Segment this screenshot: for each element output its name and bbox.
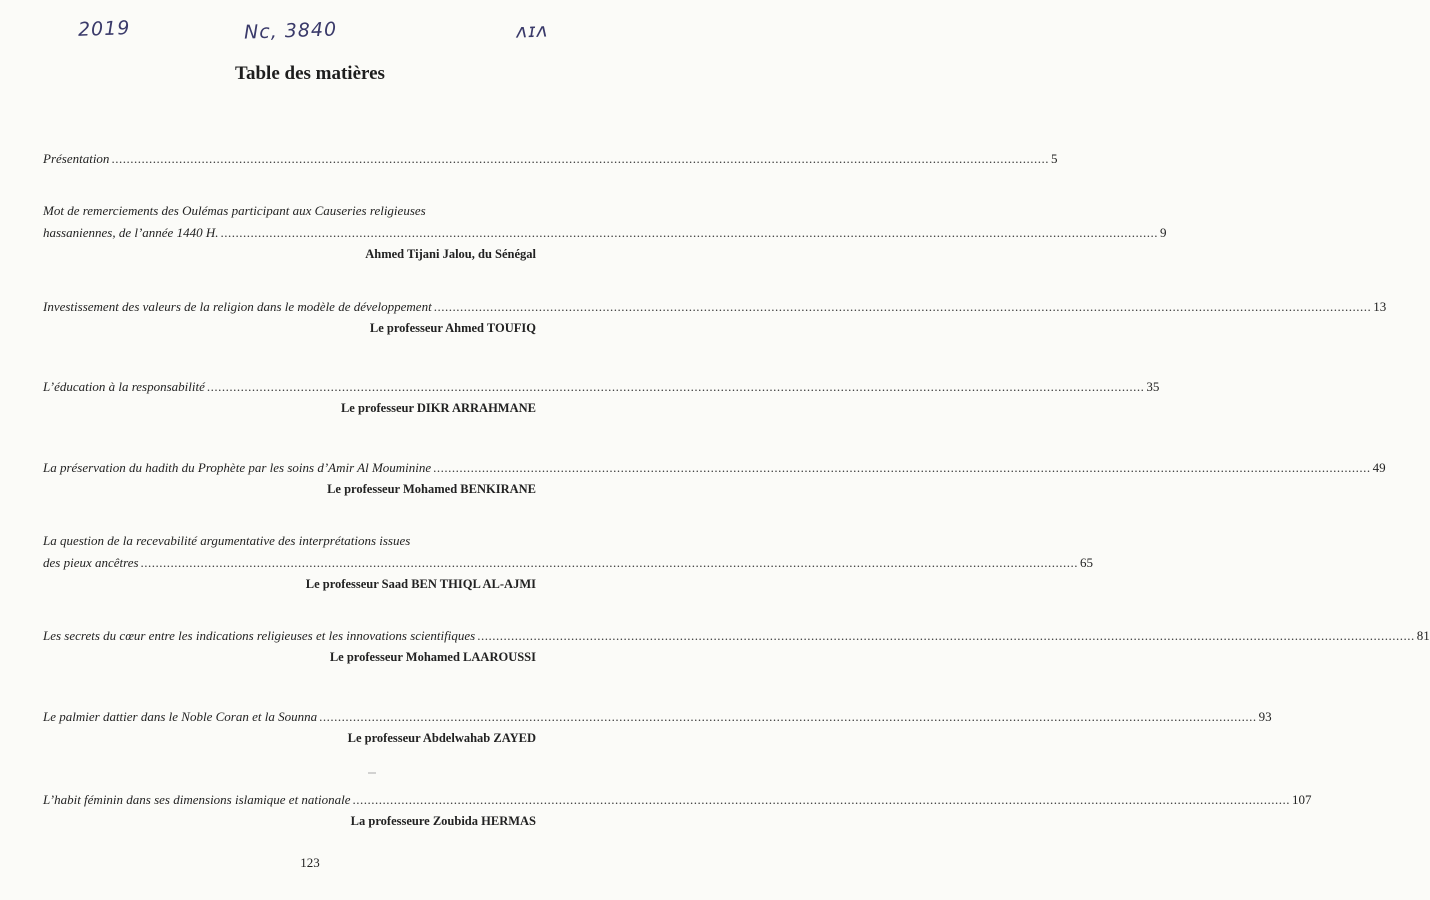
entry-author: Ahmed Tijani Jalou, du Sénégal — [365, 247, 536, 261]
entry-page: 93 — [1258, 709, 1272, 724]
entry-author: Le professeur Mohamed BENKIRANE — [327, 482, 536, 496]
entry-author: La professeure Zoubida HERMAS — [350, 814, 536, 828]
toc-entry — [43, 148, 1058, 170]
toc-line — [43, 376, 1160, 398]
toc-entry — [43, 200, 1167, 264]
entry-title: La question de la recevabilité argumentative des interprétations issues — [43, 533, 411, 548]
entry-title: L’habit féminin dans ses dimensions islamique et nationale — [43, 792, 351, 807]
toc-entry — [43, 625, 1430, 667]
dot-leader: .......................................................................................................................................................................................................................................................... — [220, 225, 1158, 240]
page-title: Table des matières — [235, 63, 385, 84]
entry-title: Présentation — [43, 151, 110, 166]
entry-page: 35 — [1146, 379, 1160, 394]
handwritten-year: 2019 — [77, 17, 131, 41]
toc-entry — [43, 706, 1272, 748]
handwritten-mark: ʌɪʌ — [515, 19, 549, 43]
dot-leader: .......................................................................................................................................................................................................................................................... — [433, 299, 1372, 314]
entry-author: Le professeur DIKR ARRAHMANE — [340, 401, 536, 415]
entry-title: Mot de remerciements des Oulémas participant aux Causeries religieuses — [43, 203, 426, 218]
dot-leader: .......................................................................................................................................................................................................................................................... — [433, 460, 1371, 475]
toc-line — [43, 625, 1430, 647]
entry-page: 13 — [1373, 299, 1387, 314]
toc-line — [43, 552, 1094, 574]
dot-leader: .......................................................................................................................................................................................................................................................... — [352, 792, 1291, 807]
toc-entry — [43, 296, 1387, 338]
toc-line — [43, 789, 1312, 811]
toc-line — [43, 296, 1387, 318]
dot-leader: .......................................................................................................................................................................................................................................................... — [111, 151, 1049, 166]
entry-title: L’éducation à la responsabilité — [43, 379, 205, 394]
dot-leader: .......................................................................................................................................................................................................................................................... — [319, 709, 1257, 724]
toc-line — [43, 457, 1386, 479]
entry-title: Les secrets du cœur entre les indications religieuses et les innovations scientifiques — [43, 628, 476, 643]
entry-page: 65 — [1080, 555, 1094, 570]
entry-author: Le professeur Saad BEN THIQL AL-AJMI — [305, 577, 536, 591]
page-number: 123 — [300, 855, 320, 870]
entry-title: Le palmier dattier dans le Noble Coran et la Sounna — [43, 709, 318, 724]
scan-smudge — [368, 772, 376, 774]
dot-leader: .......................................................................................................................................................................................................................................................... — [477, 628, 1415, 643]
toc-entry — [43, 530, 1094, 594]
entry-title: Investissement des valeurs de la religion dans le modèle de développement — [43, 299, 432, 314]
toc-entry — [43, 789, 1312, 831]
entry-page: 49 — [1372, 460, 1386, 475]
entry-page: 107 — [1292, 792, 1312, 807]
entry-title: La préservation du hadith du Prophète par les soins d’Amir Al Mouminine — [43, 460, 432, 475]
entry-title-continued: des pieux ancêtres — [43, 555, 139, 570]
entry-author: Le professeur Ahmed TOUFIQ — [369, 321, 536, 335]
toc-entry — [43, 376, 1160, 418]
entry-author: Le professeur Abdelwahab ZAYED — [347, 731, 536, 745]
dot-leader: .......................................................................................................................................................................................................................................................... — [206, 379, 1145, 394]
entry-page: 81 — [1416, 628, 1430, 643]
entry-author: Le professeur Mohamed LAAROUSSI — [329, 650, 536, 664]
toc-entry — [43, 457, 1386, 499]
toc-line — [43, 706, 1272, 728]
entry-title-continued: hassaniennes, de l’année 1440 H. — [43, 225, 219, 240]
toc-line — [43, 148, 1058, 170]
entry-page: 9 — [1159, 225, 1167, 240]
toc-line — [43, 222, 1167, 244]
entry-page: 5 — [1050, 151, 1058, 166]
handwritten-reference: Nc, 3840 — [243, 18, 338, 44]
dot-leader: .......................................................................................................................................................................................................................................................... — [140, 555, 1079, 570]
